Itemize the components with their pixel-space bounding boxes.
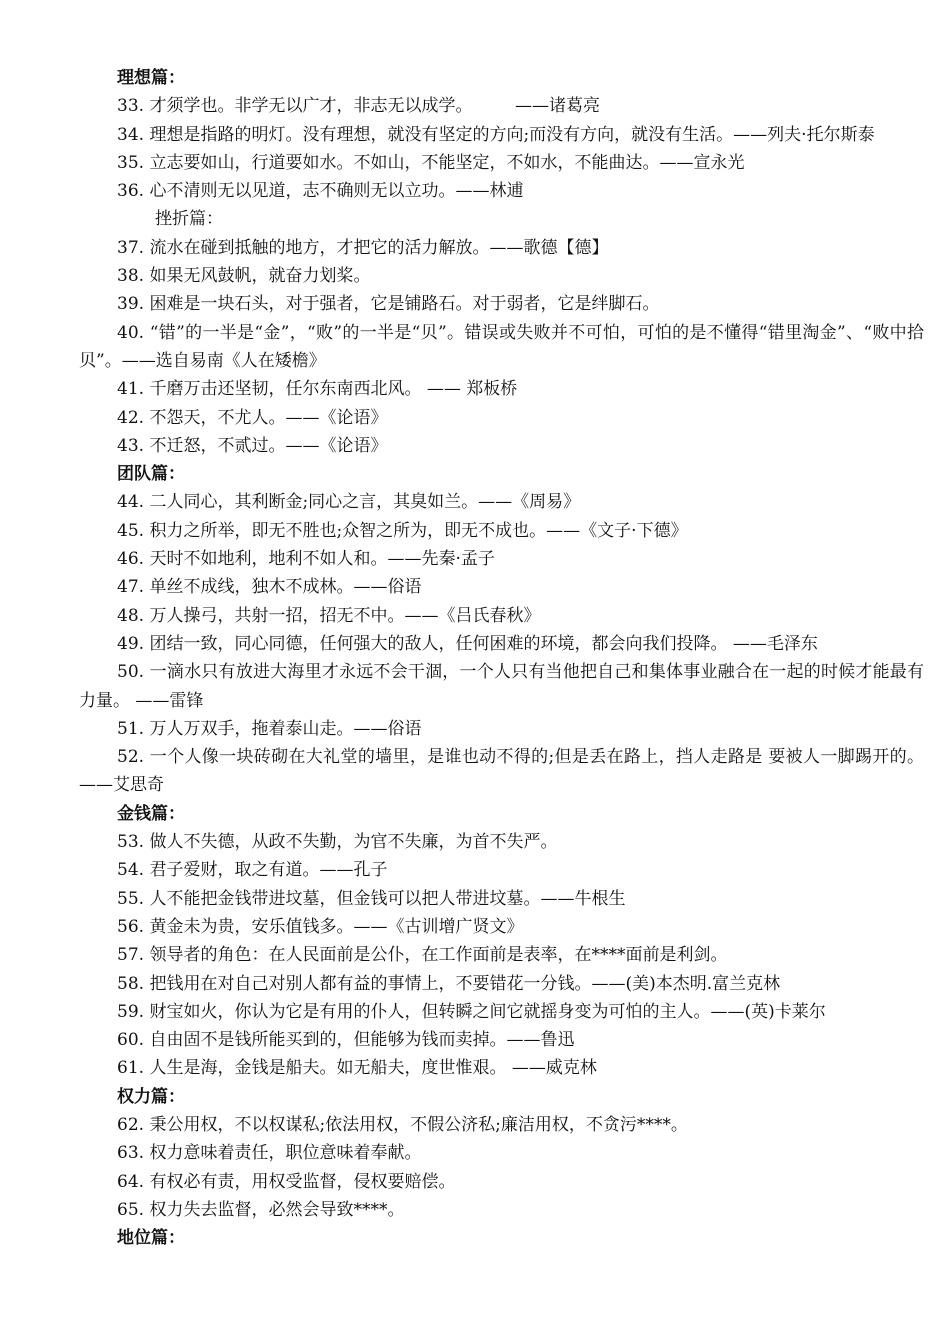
quote-number: 52. — [117, 747, 145, 768]
quote-item — [79, 404, 924, 432]
section-heading-setback: 挫折篇： — [155, 209, 223, 230]
quote-number: 53. — [117, 832, 145, 853]
quote-number: 37. — [117, 237, 145, 258]
quote-item — [79, 234, 924, 262]
quote-number: 38. — [117, 266, 145, 287]
quote-text: 人不能把金钱带进坟墓，但金钱可以把人带进坟墓。——牛根生 — [149, 888, 626, 909]
quote-text: 不迁怒，不贰过。——《论语》 — [149, 435, 388, 456]
quote-number: 43. — [117, 435, 145, 456]
quote-text: 做人不失德，从政不失勤，为官不失廉，为首不失严。 — [149, 832, 558, 853]
quote-number: 63. — [117, 1143, 145, 1164]
section-heading-status: 地位篇： — [117, 1228, 185, 1249]
quote-number: 50. — [117, 662, 145, 683]
quote-text: 万人操弓，共射一招，招无不中。——《吕氏春秋》 — [149, 605, 541, 626]
quote-number: 57. — [117, 945, 145, 966]
quote-item — [79, 121, 924, 149]
quote-number: 35. — [117, 152, 145, 173]
quote-item — [79, 913, 924, 941]
quote-number: 64. — [117, 1171, 145, 1192]
quote-item — [79, 970, 924, 998]
quote-item — [79, 715, 924, 743]
quote-item — [79, 319, 924, 376]
quote-number: 51. — [117, 718, 145, 739]
quote-item — [79, 262, 924, 290]
quote-item — [79, 92, 924, 120]
quote-text: 君子爱财，取之有道。——孔子 — [149, 860, 388, 881]
quote-item — [79, 1139, 924, 1167]
quote-item — [79, 828, 924, 856]
quote-item — [79, 885, 924, 913]
quote-number: 48. — [117, 605, 145, 626]
quote-number: 39. — [117, 294, 145, 315]
quote-text: 才须学也。非学无以广才，非志无以成学。 ——诸葛亮 — [149, 96, 600, 117]
quote-item — [79, 545, 924, 573]
quote-number: 54. — [117, 860, 145, 881]
quote-number: 55. — [117, 888, 145, 909]
quote-text: 团结一致，同心同德，任何强大的敌人，任何困难的环境，都会向我们投降。 ——毛泽东 — [149, 633, 818, 654]
quote-number: 42. — [117, 407, 145, 428]
quote-text: 二人同心，其利断金;同心之言，其臭如兰。——《周易》 — [149, 492, 581, 513]
quote-number: 45. — [117, 520, 145, 541]
quote-item — [79, 517, 924, 545]
quote-number: 41. — [117, 379, 145, 400]
quote-number: 58. — [117, 973, 145, 994]
quote-text: 权力意味着责任，职位意味着奉献。 — [149, 1143, 422, 1164]
quote-text: 如果无风鼓帆，就奋力划桨。 — [149, 266, 371, 287]
quote-text: “错”的一半是“金”，“败”的一半是“贝”。错误或失败并不可怕，可怕的是不懂得“错里淘金”、“败中拾贝”。——选自易南《人在矮檐》 — [79, 322, 924, 371]
quote-number: 49. — [117, 633, 145, 654]
quote-text: 万人万双手，拖着泰山走。——俗语 — [149, 718, 422, 739]
quote-number: 65. — [117, 1199, 145, 1220]
quote-text: 心不清则无以见道，志不确则无以立功。——林逋 — [149, 181, 524, 202]
quote-text: 理想是指路的明灯。没有理想，就没有坚定的方向;而没有方向，就没有生活。——列夫·托尔斯泰 — [149, 124, 875, 145]
quote-item — [79, 375, 924, 403]
quote-text: 流水在碰到抵触的地方，才把它的活力解放。——歌德【德】 — [149, 237, 609, 258]
quote-item — [79, 1054, 924, 1082]
quote-item — [79, 1168, 924, 1196]
quote-text: 一个人像一块砖砌在大礼堂的墙里，是谁也动不得的;但是丢在路上，挡人走路是 要被人一脚踢开的。——艾思奇 — [79, 747, 924, 796]
quote-text: 天时不如地利，地利不如人和。——先秦·孟子 — [149, 549, 495, 570]
quote-item — [79, 658, 924, 715]
quote-item — [79, 488, 924, 516]
quote-number: 46. — [117, 549, 145, 570]
quote-text: 领导者的角色：在人民面前是公仆，在工作面前是表率，在****面前是利剑。 — [149, 945, 728, 966]
quote-item — [79, 1196, 924, 1224]
quote-item — [79, 941, 924, 969]
quote-number: 47. — [117, 577, 145, 598]
quote-item — [79, 1026, 924, 1054]
quote-text: 自由固不是钱所能买到的，但能够为钱而卖掉。——鲁迅 — [149, 1030, 575, 1051]
quote-text: 千磨万击还坚韧，任尔东南西北风。 —— 郑板桥 — [149, 379, 518, 400]
quote-number: 59. — [117, 1001, 145, 1022]
quote-text: 人生是海，金钱是船夫。如无船夫，度世惟艰。 ——威克林 — [149, 1058, 597, 1079]
quote-text: 困难是一块石头，对于强者，它是铺路石。对于弱者，它是绊脚石。 — [149, 294, 660, 315]
quote-number: 34. — [117, 124, 145, 145]
quote-item — [79, 1111, 924, 1139]
document-body — [79, 64, 924, 1252]
quote-number: 62. — [117, 1114, 145, 1135]
quote-number: 33. — [117, 96, 145, 117]
quote-text: 秉公用权，不以权谋私;依法用权，不假公济私;廉洁用权，不贪污****。 — [149, 1114, 688, 1135]
quote-number: 61. — [117, 1058, 145, 1079]
quote-item — [79, 149, 924, 177]
quote-text: 把钱用在对自己对别人都有益的事情上，不要错花一分钱。——(美)本杰明.富兰克林 — [149, 973, 781, 994]
quote-text: 财宝如火，你认为它是有用的仆人，但转瞬之间它就摇身变为可怕的主人。——(英)卡莱尔 — [149, 1001, 826, 1022]
quote-item — [79, 573, 924, 601]
quote-text: 积力之所举，即无不胜也;众智之所为，即无不成也。——《文子·下德》 — [149, 520, 688, 541]
quote-item — [79, 432, 924, 460]
quote-number: 40. — [117, 322, 145, 343]
quote-item — [79, 630, 924, 658]
quote-number: 36. — [117, 181, 145, 202]
quote-text: 黄金未为贵，安乐值钱多。——《古训增广贤文》 — [149, 916, 524, 937]
quote-item — [79, 177, 924, 205]
quote-text: 立志要如山，行道要如水。不如山，不能坚定，不如水，不能曲达。——宣永光 — [149, 152, 745, 173]
quote-text: 单丝不成线，独木不成林。——俗语 — [149, 577, 422, 598]
quote-text: 一滴水只有放进大海里才永远不会干涸，一个人只有当他把自己和集体事业融合在一起的时候才能最有力量。 ——雷锋 — [79, 662, 925, 711]
quote-number: 44. — [117, 492, 145, 513]
quote-item — [79, 290, 924, 318]
quote-item — [79, 602, 924, 630]
quote-item — [79, 856, 924, 884]
quote-text: 权力失去监督，必然会导致****。 — [149, 1199, 405, 1220]
section-heading-power: 权力篇： — [117, 1086, 185, 1107]
quote-text: 不怨天，不尤人。——《论语》 — [149, 407, 388, 428]
quote-number: 56. — [117, 916, 145, 937]
quote-text: 有权必有责，用权受监督，侵权要赔偿。 — [149, 1171, 456, 1192]
section-heading-money: 金钱篇： — [117, 803, 185, 824]
quote-number: 60. — [117, 1030, 145, 1051]
quote-item — [79, 743, 924, 800]
section-heading-team: 团队篇： — [117, 464, 185, 485]
section-heading-ideal: 理想篇： — [117, 68, 185, 88]
quote-item — [79, 998, 924, 1026]
